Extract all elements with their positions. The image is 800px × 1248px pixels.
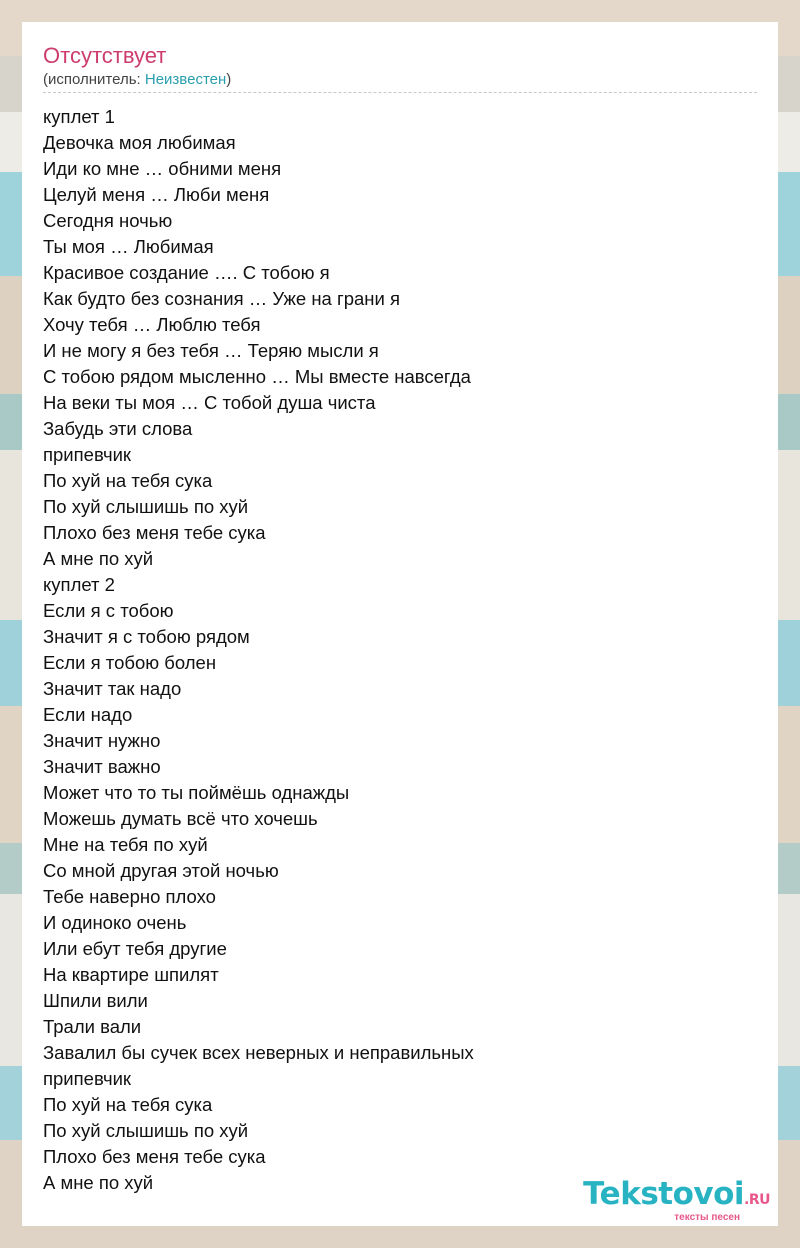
header-divider xyxy=(43,92,757,93)
artist-line xyxy=(43,70,756,90)
logo-tagline: тексты песен xyxy=(674,1212,740,1223)
logo-main-text: Tekstovoi xyxy=(583,1176,745,1212)
lyric-line: Ты моя … Любимая xyxy=(43,236,214,257)
lyric-line: А мне по хуй xyxy=(43,548,154,569)
lyric-line: По хуй слышишь по хуй xyxy=(43,496,249,517)
lyric-line: Или ебут тебя другие xyxy=(43,938,227,959)
site-logo[interactable] xyxy=(583,1178,770,1224)
lyric-line: По хуй на тебя сука xyxy=(43,470,213,491)
lyric-line: По хуй слышишь по хуй xyxy=(43,1120,249,1141)
lyric-line: куплет 1 xyxy=(43,106,115,127)
lyric-line: И не могу я без тебя … Теряю мысли я xyxy=(43,340,379,361)
lyric-line: На квартире шпилят xyxy=(43,964,219,985)
lyric-line: Сегодня ночью xyxy=(43,210,173,231)
artist-suffix: ) xyxy=(226,71,232,88)
lyric-line: Значит важно xyxy=(43,756,161,777)
lyric-line: Значит так надо xyxy=(43,678,182,699)
artist-link[interactable]: Неизвестен xyxy=(144,71,227,88)
lyric-line: Забудь эти слова xyxy=(43,418,193,439)
lyric-line: Как будто без сознания … Уже на грани я xyxy=(43,288,401,309)
song-header xyxy=(43,42,756,90)
lyric-line: Целуй меня … Люби меня xyxy=(43,184,270,205)
lyrics-text xyxy=(43,104,474,1196)
logo-tld: .RU xyxy=(744,1192,770,1208)
artist-prefix: (исполнитель: xyxy=(43,71,145,88)
lyric-line: куплет 2 xyxy=(43,574,115,595)
lyric-line: Завалил бы сучек всех неверных и неправильных xyxy=(43,1042,474,1063)
lyric-line: припевчик xyxy=(43,1068,132,1089)
lyric-line: Со мной другая этой ночью xyxy=(43,860,279,881)
lyric-line: Можешь думать всё что хочешь xyxy=(43,808,318,829)
lyric-line: А мне по хуй xyxy=(43,1172,154,1193)
lyric-line: Значит нужно xyxy=(43,730,161,751)
lyric-line: припевчик xyxy=(43,444,132,465)
lyric-line: И одиноко очень xyxy=(43,912,187,933)
lyric-line: Красивое создание …. С тобою я xyxy=(43,262,330,283)
lyric-line: Если надо xyxy=(43,704,133,725)
lyric-line: Девочка моя любимая xyxy=(43,132,236,153)
lyric-line: Может что то ты поймёшь однажды xyxy=(43,782,350,803)
lyric-line: По хуй на тебя сука xyxy=(43,1094,213,1115)
logo-wordmark xyxy=(583,1178,770,1216)
lyric-line: Трали вали xyxy=(43,1016,142,1037)
lyric-line: С тобою рядом мысленно … Мы вместе навсегда xyxy=(43,366,471,387)
lyric-line: На веки ты моя … С тобой душа чиста xyxy=(43,392,376,413)
song-title: Отсутствует xyxy=(43,43,167,68)
lyric-line: Если я тобою болен xyxy=(43,652,217,673)
lyric-line: Тебе наверно плохо xyxy=(43,886,216,907)
lyric-line: Плохо без меня тебе сука xyxy=(43,522,266,543)
lyric-line: Значит я с тобою рядом xyxy=(43,626,250,647)
lyric-line: Иди ко мне … обними меня xyxy=(43,158,282,179)
lyrics-card xyxy=(22,22,778,1226)
lyric-line: Если я с тобою xyxy=(43,600,174,621)
lyric-line: Хочу тебя … Люблю тебя xyxy=(43,314,261,335)
lyric-line: Шпили вили xyxy=(43,990,148,1011)
lyric-line: Плохо без меня тебе сука xyxy=(43,1146,266,1167)
lyric-line: Мне на тебя по хуй xyxy=(43,834,208,855)
